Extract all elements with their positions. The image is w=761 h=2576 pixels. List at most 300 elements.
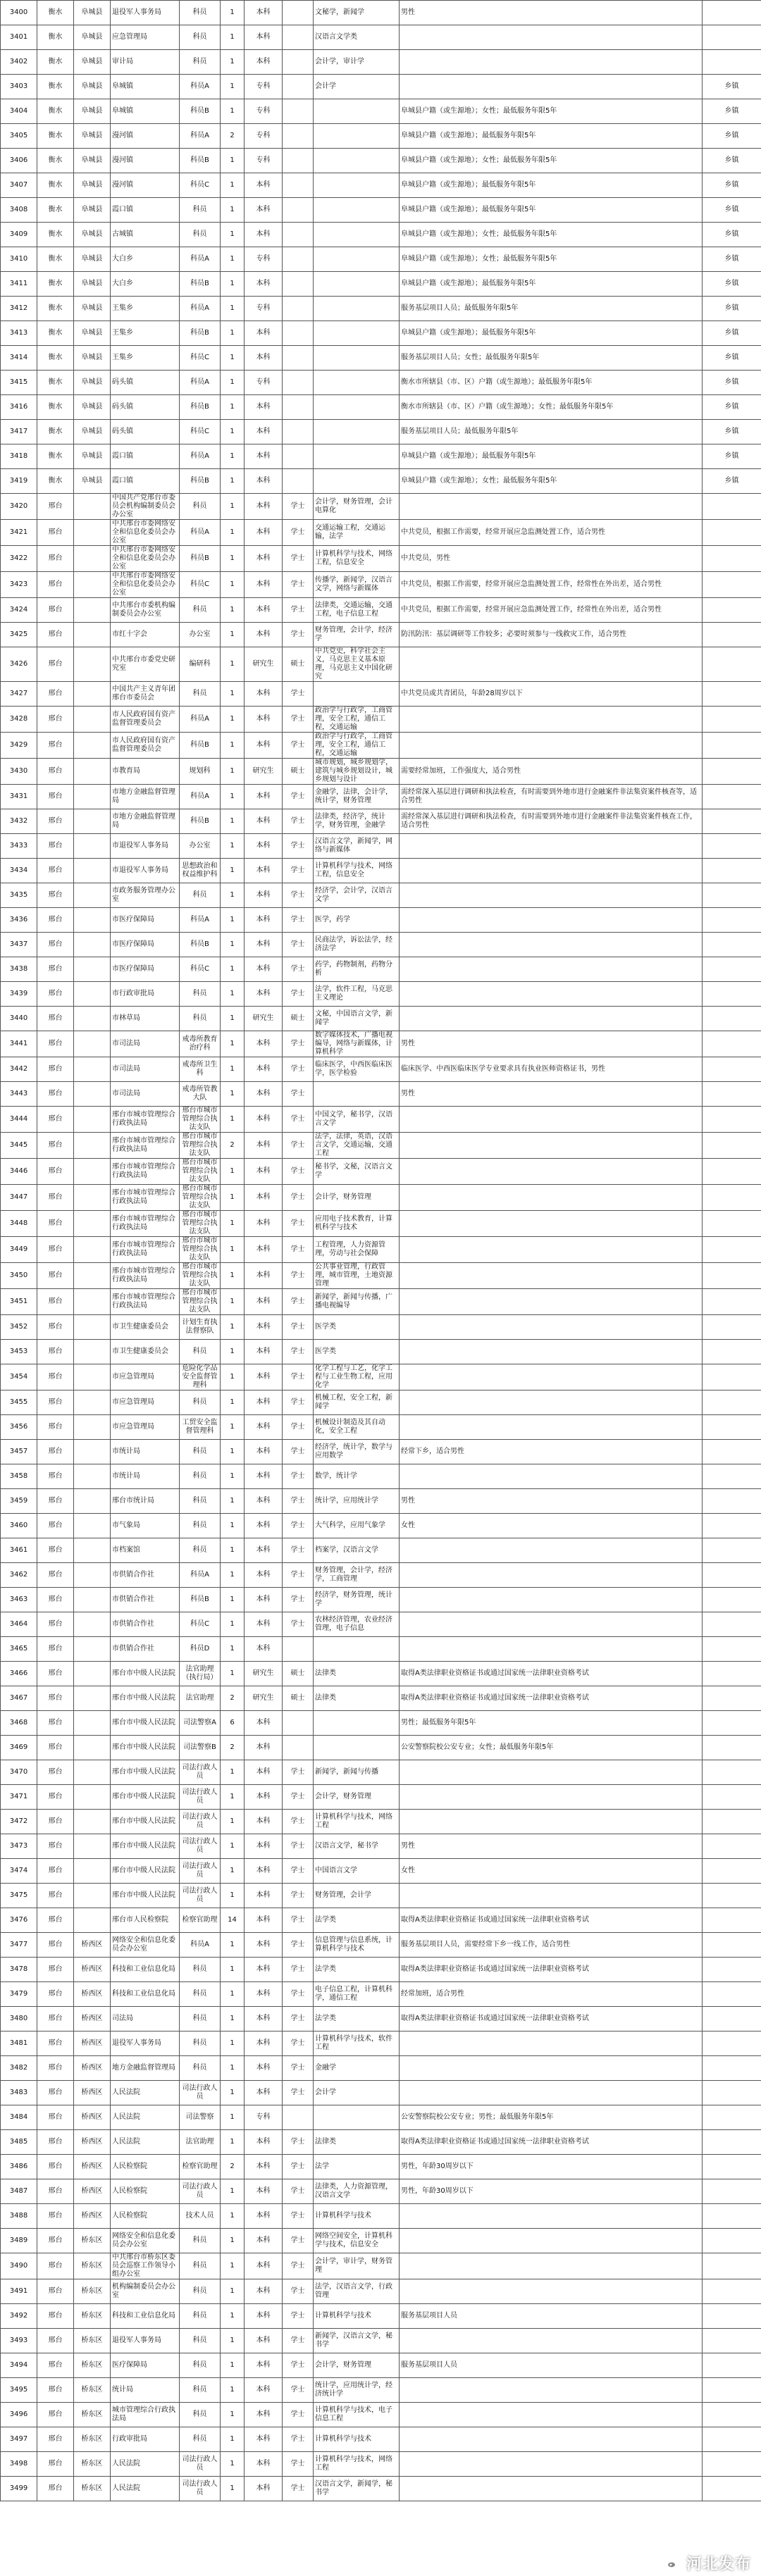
cell-service-area <box>703 933 761 957</box>
cell-service-area <box>703 1884 761 1908</box>
cell-requirements: 男性，年龄30周岁以下 <box>400 2179 703 2204</box>
cell-position: 司法行政人员 <box>180 1760 221 1785</box>
cell-unit: 地方金融监督管理局 <box>111 2056 180 2081</box>
cell-county <box>74 1289 111 1315</box>
cell-unit: 邢台市中级人民法院 <box>111 1884 180 1908</box>
cell-service-area: 乡镇 <box>703 99 761 124</box>
cell-region: 邢台 <box>37 707 74 733</box>
cell-major: 文秘学，新闻学 <box>314 1 400 25</box>
table-row <box>1 2427 761 2452</box>
cell-service-area <box>703 759 761 785</box>
cell-major: 公共事业管理，行政管理，城市管理，土地资源管理 <box>314 1263 400 1289</box>
cell-education: 本科 <box>245 908 283 933</box>
cell-headcount: 1 <box>221 2477 245 2501</box>
cell-row-number: 3462 <box>1 1563 37 1588</box>
cell-requirements <box>400 1810 703 1834</box>
cell-row-number: 3438 <box>1 957 37 982</box>
cell-education: 本科 <box>245 1588 283 1612</box>
cell-service-area <box>703 1563 761 1588</box>
cell-service-area <box>703 1159 761 1185</box>
cell-degree: 学士 <box>283 1982 314 2007</box>
cell-headcount: 1 <box>221 173 245 198</box>
cell-degree: 学士 <box>283 883 314 908</box>
cell-degree: 学士 <box>283 809 314 834</box>
cell-degree: 学士 <box>283 834 314 859</box>
cell-major: 网络空间安全，计算机科学与技术，信息安全 <box>314 2229 400 2253</box>
cell-education: 专科 <box>245 124 283 149</box>
cell-row-number: 3430 <box>1 759 37 785</box>
cell-region: 邢台 <box>37 2452 74 2477</box>
table-row <box>1 598 761 623</box>
cell-requirements <box>400 1289 703 1315</box>
cell-headcount: 1 <box>221 785 245 809</box>
cell-position: 司法行政人员 <box>180 1859 221 1884</box>
cell-service-area <box>703 1107 761 1133</box>
cell-region: 邢台 <box>37 1514 74 1538</box>
cell-requirements <box>400 1185 703 1211</box>
cell-education: 本科 <box>245 1982 283 2007</box>
cell-headcount: 1 <box>221 469 245 494</box>
table-row <box>1 124 761 149</box>
cell-row-number: 3427 <box>1 682 37 707</box>
cell-headcount: 1 <box>221 623 245 647</box>
cell-position: 科员 <box>180 1958 221 1982</box>
cell-headcount: 2 <box>221 1133 245 1159</box>
cell-service-area <box>703 785 761 809</box>
cell-degree: 学士 <box>283 1514 314 1538</box>
cell-service-area <box>703 2427 761 2452</box>
cell-headcount: 1 <box>221 1415 245 1440</box>
cell-service-area <box>703 623 761 647</box>
table-row <box>1 2031 761 2056</box>
cell-county: 桥东区 <box>74 2304 111 2329</box>
cell-degree: 学士 <box>283 2253 314 2279</box>
cell-row-number: 3411 <box>1 272 37 297</box>
cell-major: 民商法学，诉讼法学，经济法学 <box>314 933 400 957</box>
table-row <box>1 494 761 520</box>
cell-row-number: 3465 <box>1 1637 37 1662</box>
cell-headcount: 1 <box>221 647 245 682</box>
cell-county <box>74 1159 111 1185</box>
cell-row-number: 3417 <box>1 420 37 444</box>
cell-county <box>74 1082 111 1107</box>
cell-position: 科员C <box>180 346 221 371</box>
cell-county <box>74 1057 111 1082</box>
cell-region: 衡水 <box>37 25 74 50</box>
cell-row-number: 3468 <box>1 1711 37 1736</box>
table-row <box>1 834 761 859</box>
cell-unit: 漫河镇 <box>111 149 180 173</box>
cell-region: 邢台 <box>37 1958 74 1982</box>
cell-position: 科员C <box>180 1612 221 1637</box>
cell-headcount: 1 <box>221 982 245 1007</box>
cell-service-area <box>703 1263 761 1289</box>
cell-position: 科员A <box>180 124 221 149</box>
cell-region: 衡水 <box>37 371 74 395</box>
cell-region: 邢台 <box>37 623 74 647</box>
cell-headcount: 1 <box>221 933 245 957</box>
cell-education: 本科 <box>245 1133 283 1159</box>
cell-education: 本科 <box>245 520 283 546</box>
cell-degree: 学士 <box>283 1237 314 1263</box>
cell-degree: 学士 <box>283 1563 314 1588</box>
cell-region: 邢台 <box>37 1007 74 1031</box>
cell-region: 邢台 <box>37 1415 74 1440</box>
cell-row-number: 3478 <box>1 1958 37 1982</box>
cell-education: 专科 <box>245 297 283 321</box>
cell-service-area <box>703 1007 761 1031</box>
cell-service-area <box>703 883 761 908</box>
cell-service-area: 乡镇 <box>703 321 761 346</box>
cell-major: 法学，法律，英语，汉语言文学，交通运输，交通工程 <box>314 1133 400 1159</box>
cell-degree: 学士 <box>283 2204 314 2229</box>
cell-unit: 人民法院 <box>111 2477 180 2501</box>
cell-degree: 学士 <box>283 1082 314 1107</box>
cell-position: 科员 <box>180 1 221 25</box>
table-row <box>1 297 761 321</box>
cell-requirements: 男性 <box>400 1 703 25</box>
cell-requirements: 中共党员，男性 <box>400 546 703 572</box>
cell-requirements <box>400 50 703 75</box>
cell-degree: 学士 <box>283 2452 314 2477</box>
cell-row-number: 3496 <box>1 2403 37 2427</box>
cell-position: 科员 <box>180 2056 221 2081</box>
cell-unit: 漫河镇 <box>111 124 180 149</box>
cell-service-area <box>703 1390 761 1415</box>
cell-service-area <box>703 1637 761 1662</box>
cell-major: 大气科学，应用气象学 <box>314 1514 400 1538</box>
cell-headcount: 1 <box>221 1440 245 1464</box>
cell-position: 科员A <box>180 444 221 469</box>
cell-education: 本科 <box>245 1340 283 1364</box>
table-row <box>1 149 761 173</box>
cell-position: 邢台市城市管理综合执法支队 <box>180 1185 221 1211</box>
cell-region: 邢台 <box>37 2204 74 2229</box>
cell-service-area <box>703 1686 761 1711</box>
cell-major: 法律类 <box>314 1662 400 1686</box>
cell-education: 研究生 <box>245 1686 283 1711</box>
cell-requirements <box>400 1133 703 1159</box>
cell-position: 编研科 <box>180 647 221 682</box>
cell-county: 阜城县 <box>74 321 111 346</box>
cell-service-area <box>703 2007 761 2031</box>
cell-major <box>314 297 400 321</box>
cell-headcount: 1 <box>221 1514 245 1538</box>
cell-unit: 大白乡 <box>111 272 180 297</box>
cell-education: 本科 <box>245 469 283 494</box>
cell-major: 秘书学，文秘，汉语言文学 <box>314 1159 400 1185</box>
cell-education: 本科 <box>245 2204 283 2229</box>
cell-degree: 学士 <box>283 2378 314 2403</box>
cell-requirements: 阜城县户籍（或生源地）；女性；最低服务年限5年 <box>400 223 703 247</box>
table-row <box>1 99 761 124</box>
cell-headcount: 1 <box>221 50 245 75</box>
cell-degree: 学士 <box>283 1588 314 1612</box>
cell-position: 科员A <box>180 75 221 99</box>
cell-county <box>74 1908 111 1933</box>
cell-service-area <box>703 2105 761 2130</box>
cell-unit: 市供销合作社 <box>111 1637 180 1662</box>
cell-degree: 学士 <box>283 859 314 883</box>
table-row <box>1 1185 761 1211</box>
cell-service-area: 乡镇 <box>703 371 761 395</box>
cell-region: 邢台 <box>37 1662 74 1686</box>
cell-headcount: 1 <box>221 1211 245 1237</box>
cell-position: 司法行政人员 <box>180 2452 221 2477</box>
cell-requirements: 公安警察院校公安专业；男性；最低服务年限5年 <box>400 2105 703 2130</box>
cell-row-number: 3475 <box>1 1884 37 1908</box>
cell-requirements <box>400 733 703 759</box>
cell-major: 数字媒体技术，广播电视编导，网络与新媒体，计算机科学 <box>314 1031 400 1057</box>
cell-major <box>314 444 400 469</box>
cell-education: 本科 <box>245 1884 283 1908</box>
cell-region: 邢台 <box>37 2378 74 2403</box>
cell-county: 阜城县 <box>74 223 111 247</box>
cell-row-number: 3419 <box>1 469 37 494</box>
table-row <box>1 2353 761 2378</box>
cell-education: 本科 <box>245 809 283 834</box>
cell-requirements: 取得A类法律职业资格证书或通过国家统一法律职业资格考试 <box>400 1662 703 1686</box>
table-row <box>1 785 761 809</box>
cell-service-area <box>703 1612 761 1637</box>
table-row <box>1 469 761 494</box>
cell-degree: 学士 <box>283 2179 314 2204</box>
cell-education: 本科 <box>245 859 283 883</box>
cell-requirements <box>400 1211 703 1237</box>
cell-unit: 市卫生健康委员会 <box>111 1315 180 1340</box>
cell-headcount: 1 <box>221 1263 245 1289</box>
cell-education: 本科 <box>245 2031 283 2056</box>
cell-region: 邢台 <box>37 572 74 598</box>
cell-degree: 硕士 <box>283 1686 314 1711</box>
cell-degree: 学士 <box>283 2155 314 2179</box>
table-row <box>1 2056 761 2081</box>
table-row <box>1 2204 761 2229</box>
cell-service-area <box>703 2130 761 2155</box>
cell-county <box>74 1007 111 1031</box>
cell-unit: 市司法局 <box>111 1057 180 1082</box>
table-row <box>1 2378 761 2403</box>
cell-education: 本科 <box>245 623 283 647</box>
cell-headcount: 1 <box>221 99 245 124</box>
cell-row-number: 3446 <box>1 1159 37 1185</box>
table-row <box>1 1859 761 1884</box>
cell-region: 衡水 <box>37 247 74 272</box>
cell-unit: 邢台市人民检察院 <box>111 1908 180 1933</box>
cell-region: 邢台 <box>37 1489 74 1514</box>
cell-degree <box>283 149 314 173</box>
cell-education: 本科 <box>245 1612 283 1637</box>
cell-degree <box>283 75 314 99</box>
cell-requirements: 阜城县户籍（或生源地）；最低服务年限5年 <box>400 124 703 149</box>
table-row <box>1 2329 761 2353</box>
table-row <box>1 2081 761 2105</box>
cell-requirements <box>400 2427 703 2452</box>
cell-position: 计划生育执法督察队 <box>180 1315 221 1340</box>
cell-region: 衡水 <box>37 75 74 99</box>
cell-major: 汉语言文学，新闻学，秘书学 <box>314 2477 400 2501</box>
cell-major: 药学，药物制剂，药物分析 <box>314 957 400 982</box>
cell-county <box>74 1538 111 1563</box>
cell-education: 本科 <box>245 2179 283 2204</box>
cell-education: 本科 <box>245 1237 283 1263</box>
cell-position: 邢台市城市管理综合执法支队 <box>180 1133 221 1159</box>
cell-row-number: 3433 <box>1 834 37 859</box>
cell-unit: 城市管理综合行政执法局 <box>111 2403 180 2427</box>
cell-row-number: 3422 <box>1 546 37 572</box>
cell-unit: 市统计局 <box>111 1464 180 1489</box>
cell-headcount: 1 <box>221 2353 245 2378</box>
cell-degree: 学士 <box>283 520 314 546</box>
cell-unit: 退役军人事务局 <box>111 2031 180 2056</box>
cell-degree <box>283 50 314 75</box>
cell-unit: 中共邢台市委网络安全和信息化委员会办公室 <box>111 520 180 546</box>
cell-education: 本科 <box>245 1785 283 1810</box>
table-row <box>1 272 761 297</box>
cell-county: 桥东区 <box>74 2477 111 2501</box>
cell-county: 阜城县 <box>74 297 111 321</box>
cell-row-number: 3467 <box>1 1686 37 1711</box>
cell-service-area <box>703 2452 761 2477</box>
cell-region: 邢台 <box>37 1107 74 1133</box>
cell-requirements: 取得A类法律职业资格证书或通过国家统一法律职业资格考试 <box>400 2130 703 2155</box>
cell-unit: 王集乡 <box>111 297 180 321</box>
cell-region: 邢台 <box>37 647 74 682</box>
cell-position: 科员 <box>180 1340 221 1364</box>
cell-service-area <box>703 1340 761 1364</box>
cell-service-area: 乡镇 <box>703 198 761 223</box>
cell-education: 本科 <box>245 1736 283 1760</box>
cell-headcount: 1 <box>221 1464 245 1489</box>
cell-major: 经济学，会计学，汉语言文学 <box>314 883 400 908</box>
cell-major: 统计学，应用统计学 <box>314 1489 400 1514</box>
cell-service-area <box>703 494 761 520</box>
cell-unit: 漫河镇 <box>111 173 180 198</box>
cell-county <box>74 1464 111 1489</box>
cell-county: 桥西区 <box>74 2081 111 2105</box>
cell-headcount: 1 <box>221 2056 245 2081</box>
cell-headcount: 1 <box>221 297 245 321</box>
cell-county: 桥东区 <box>74 2253 111 2279</box>
table-row <box>1 1211 761 1237</box>
cell-unit: 行政审批局 <box>111 2427 180 2452</box>
table-row <box>1 1057 761 1082</box>
cell-degree: 学士 <box>283 2403 314 2427</box>
cell-region: 邢台 <box>37 2304 74 2329</box>
cell-major: 农林经济管理，农业经济管理，电子信息 <box>314 1612 400 1637</box>
cell-county: 桥西区 <box>74 1982 111 2007</box>
cell-county <box>74 883 111 908</box>
cell-position: 科员 <box>180 2031 221 2056</box>
table-row <box>1 395 761 420</box>
cell-headcount: 1 <box>221 1563 245 1588</box>
cell-region: 邢台 <box>37 982 74 1007</box>
cell-major: 法律类 <box>314 1686 400 1711</box>
cell-position: 科员B <box>180 546 221 572</box>
cell-requirements <box>400 25 703 50</box>
table-row <box>1 1884 761 1908</box>
cell-county: 桥西区 <box>74 1958 111 1982</box>
cell-county <box>74 1107 111 1133</box>
cell-unit: 邢台市城市管理综合行政执法局 <box>111 1263 180 1289</box>
cell-region: 邢台 <box>37 1364 74 1390</box>
cell-county <box>74 707 111 733</box>
cell-degree <box>283 321 314 346</box>
cell-education: 本科 <box>245 572 283 598</box>
cell-headcount: 1 <box>221 1185 245 1211</box>
cell-education: 本科 <box>245 2378 283 2403</box>
cell-region: 邢台 <box>37 598 74 623</box>
cell-unit: 码头镇 <box>111 371 180 395</box>
cell-headcount: 1 <box>221 395 245 420</box>
cell-service-area <box>703 2204 761 2229</box>
cell-education: 本科 <box>245 223 283 247</box>
cell-row-number: 3409 <box>1 223 37 247</box>
cell-degree: 学士 <box>283 1415 314 1440</box>
cell-county <box>74 1686 111 1711</box>
cell-region: 邢台 <box>37 759 74 785</box>
table-row <box>1 647 761 682</box>
cell-requirements <box>400 2056 703 2081</box>
cell-degree <box>283 173 314 198</box>
cell-education: 本科 <box>245 1908 283 1933</box>
cell-degree: 硕士 <box>283 759 314 785</box>
cell-requirements: 阜城县户籍（或生源地）；最低服务年限5年 <box>400 272 703 297</box>
cell-region: 邢台 <box>37 1908 74 1933</box>
cell-degree: 学士 <box>283 2329 314 2353</box>
cell-requirements: 中共党员，根据工作需要，经常开展应急监测处置工作，经常性在外出差，适合男性 <box>400 598 703 623</box>
cell-row-number: 3492 <box>1 2304 37 2329</box>
table-row <box>1 1538 761 1563</box>
cell-position: 科员A <box>180 707 221 733</box>
cell-requirements: 女性 <box>400 1514 703 1538</box>
cell-row-number: 3439 <box>1 982 37 1007</box>
cell-unit: 网络安全和信息化委员会办公室 <box>111 2229 180 2253</box>
cell-row-number: 3495 <box>1 2378 37 2403</box>
cell-row-number: 3499 <box>1 2477 37 2501</box>
cell-requirements <box>400 982 703 1007</box>
cell-degree: 学士 <box>283 2353 314 2378</box>
cell-county <box>74 623 111 647</box>
cell-major: 信息管理与信息系统，计算机科学与技术 <box>314 1933 400 1958</box>
cell-service-area <box>703 2304 761 2329</box>
cell-requirements <box>400 2031 703 2056</box>
table-row <box>1 982 761 1007</box>
cell-major: 金融学 <box>314 2056 400 2081</box>
cell-region: 邢台 <box>37 2427 74 2452</box>
table-row <box>1 759 761 785</box>
cell-major: 会计学，财务管理 <box>314 1785 400 1810</box>
cell-education: 本科 <box>245 321 283 346</box>
table-row <box>1 908 761 933</box>
cell-region: 邢台 <box>37 1289 74 1315</box>
cell-row-number: 3407 <box>1 173 37 198</box>
table-row <box>1 1440 761 1464</box>
cell-major: 会计学，财务管理 <box>314 2353 400 2378</box>
cell-requirements: 阜城县户籍（或生源地）；最低服务年限5年 <box>400 173 703 198</box>
cell-unit: 市供销合作社 <box>111 1612 180 1637</box>
cell-county <box>74 809 111 834</box>
cell-service-area <box>703 957 761 982</box>
cell-degree: 学士 <box>283 682 314 707</box>
cell-service-area <box>703 733 761 759</box>
cell-county <box>74 1637 111 1662</box>
cell-row-number: 3449 <box>1 1237 37 1263</box>
cell-service-area <box>703 1711 761 1736</box>
cell-row-number: 3470 <box>1 1760 37 1785</box>
cell-unit: 人民检察院 <box>111 2204 180 2229</box>
cell-requirements: 阜城县户籍（或生源地）；最低服务年限5年 <box>400 444 703 469</box>
